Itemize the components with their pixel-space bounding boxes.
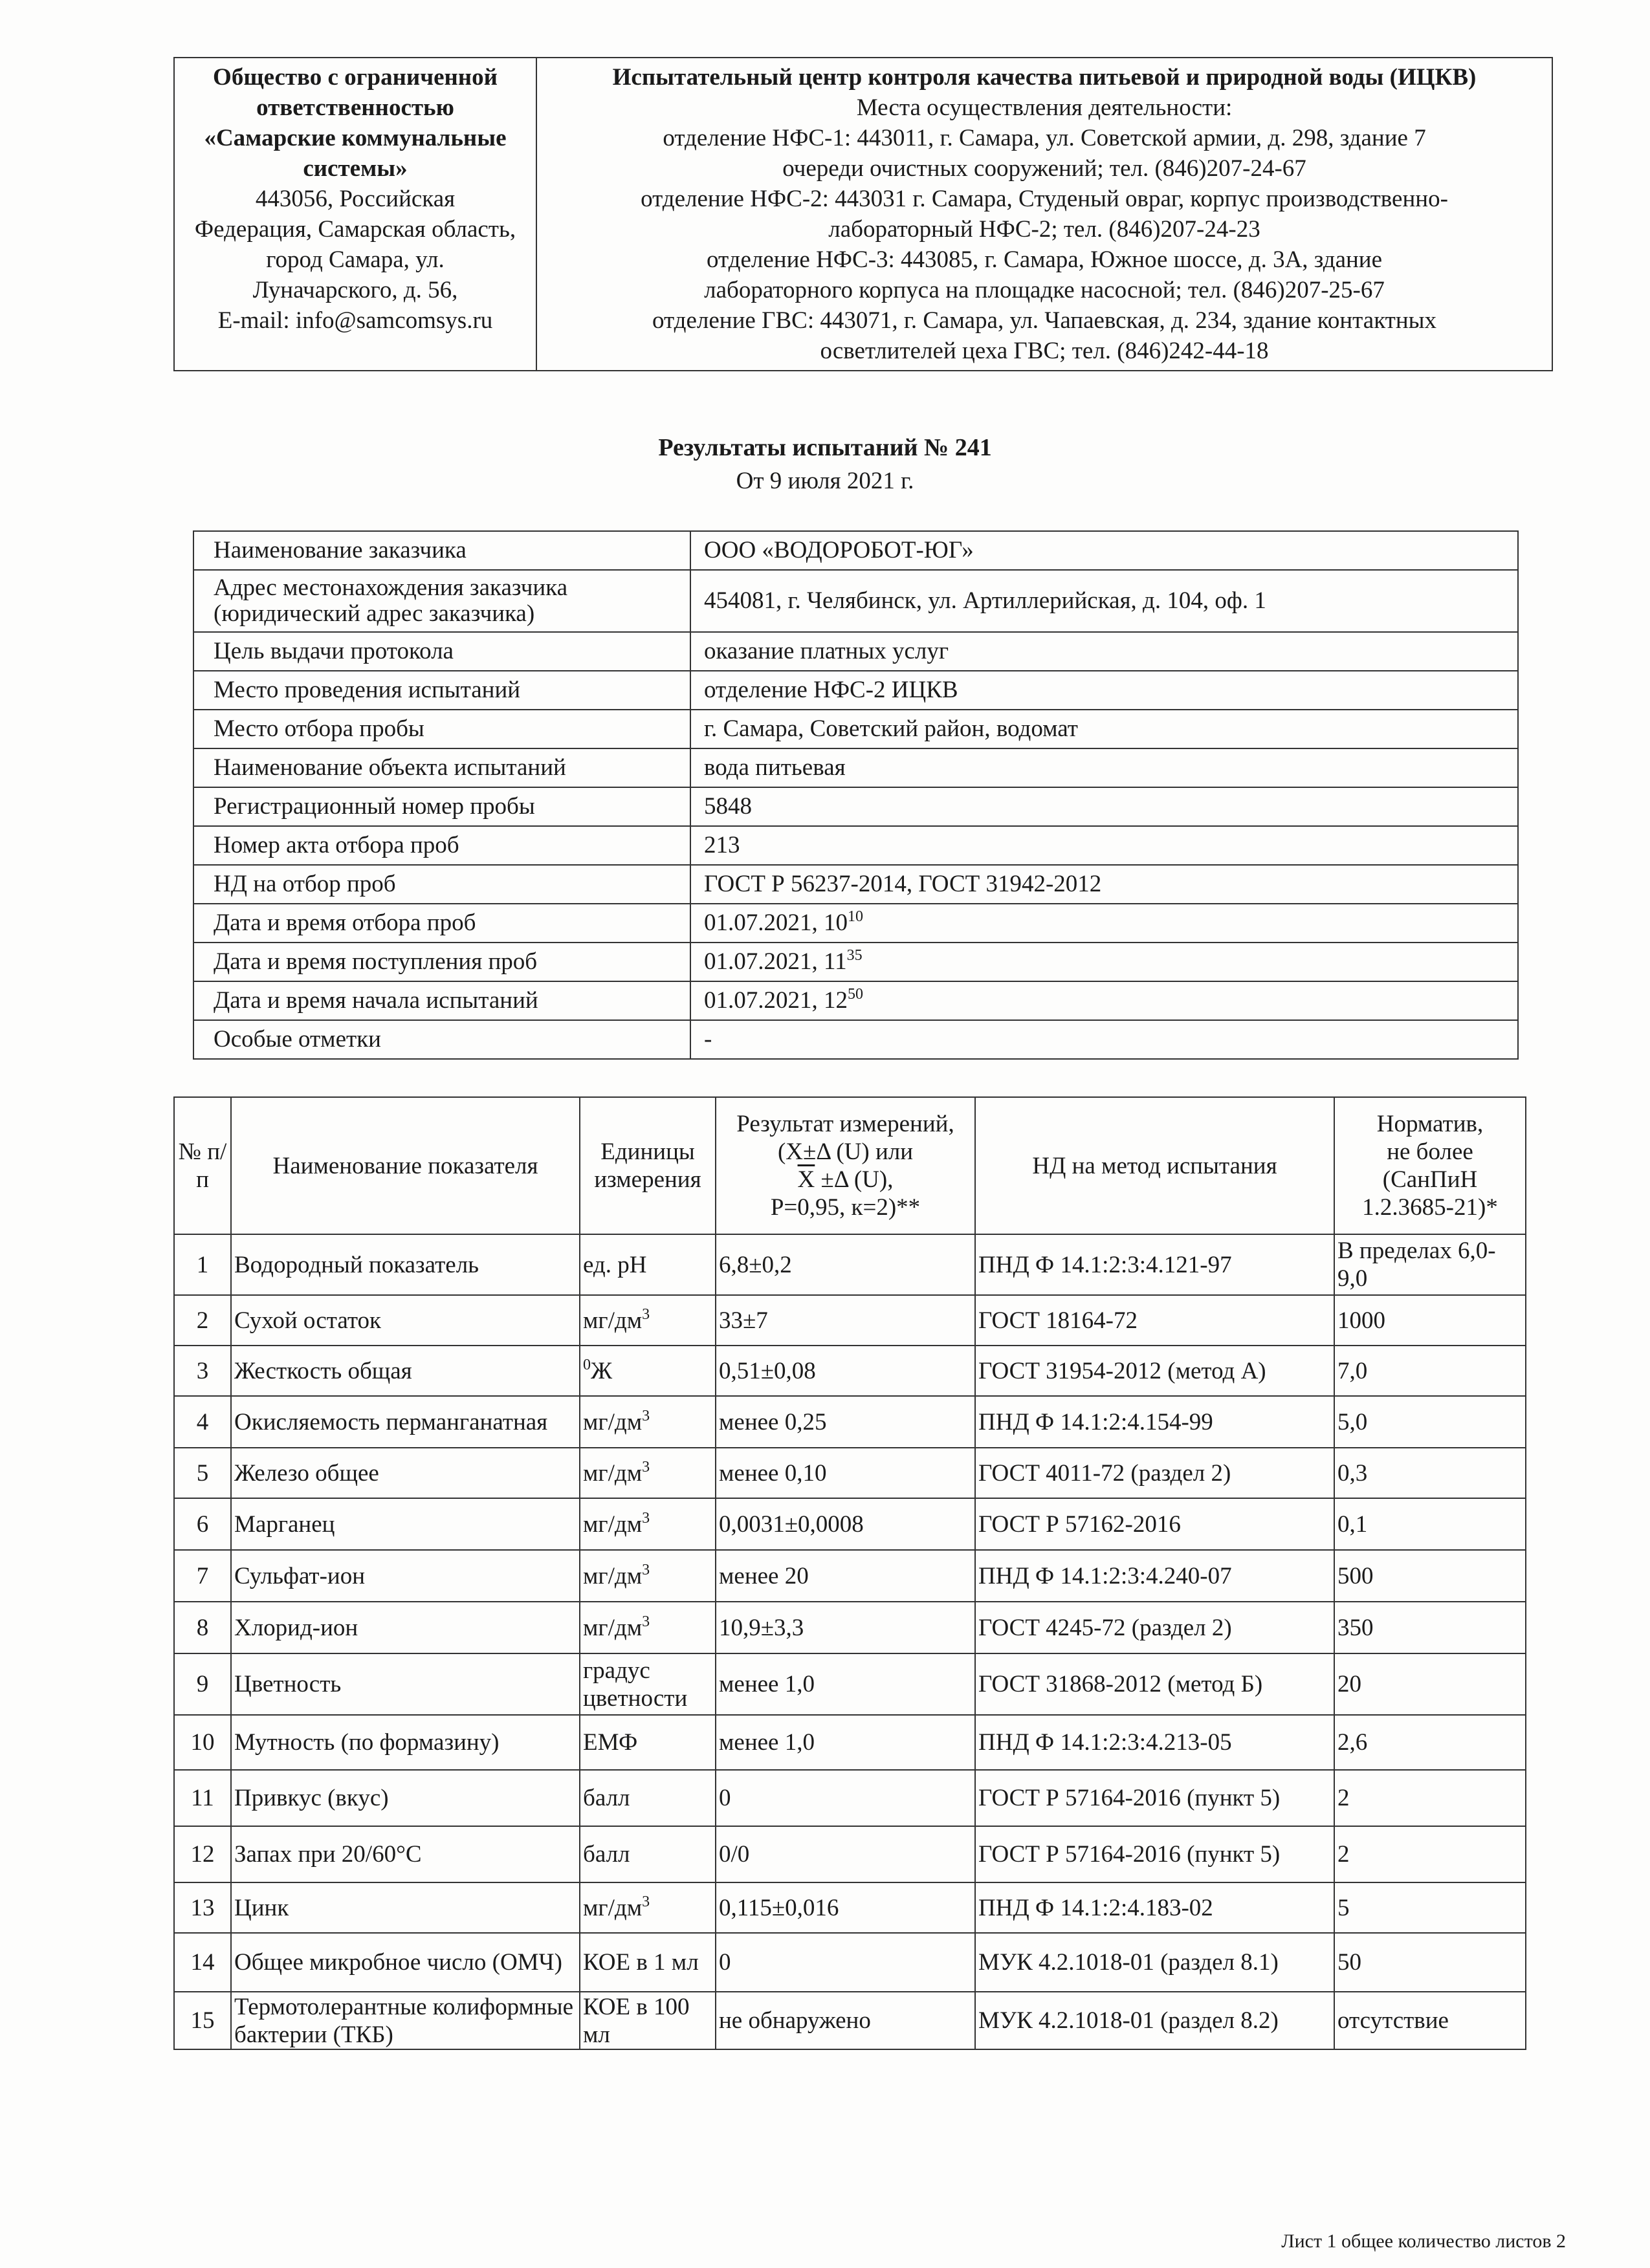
info-value [690, 981, 1518, 1020]
result-value: менее 20 [716, 1550, 975, 1602]
unit-text: мг/дм [583, 1562, 643, 1589]
org-address-line: Луначарского, д. 56, [252, 277, 458, 303]
info-value-text: оказание платных услуг [704, 638, 949, 664]
info-value [690, 865, 1518, 904]
table-row [174, 1715, 1526, 1770]
unit-cell [580, 1448, 716, 1498]
testing-center-title: Испытательный центр контроля качества питьевой и природной воды (ИЦКВ) [612, 64, 1477, 91]
info-row [193, 865, 1518, 904]
info-value-text: 01.07.2021, 11 [704, 948, 847, 975]
info-row [193, 710, 1518, 748]
norm-value: 2 [1334, 1770, 1526, 1826]
row-number: 9 [174, 1653, 231, 1715]
info-row [193, 1020, 1518, 1059]
unit-exponent: 3 [642, 1305, 650, 1323]
unit-text: мг/дм [583, 1307, 643, 1334]
info-row [193, 748, 1518, 787]
norm-value: 1000 [1334, 1295, 1526, 1346]
test-method: ПНД Ф 14.1:2:4.183-02 [975, 1882, 1334, 1933]
test-method: ГОСТ Р 57164-2016 (пункт 5) [975, 1770, 1334, 1826]
org-address-line: Федерация, Самарская область, [194, 216, 516, 243]
norm-header-line: 1.2.3685-21)* [1362, 1194, 1498, 1221]
result-value: 10,9±3,3 [716, 1602, 975, 1653]
info-value-text: 213 [704, 832, 740, 858]
unit-cell [580, 1770, 716, 1826]
row-number: 13 [174, 1882, 231, 1933]
org-name-line: ответственностью [256, 94, 454, 121]
row-number: 4 [174, 1396, 231, 1448]
info-value [690, 826, 1518, 865]
test-method: ГОСТ 31954-2012 (метод А) [975, 1346, 1334, 1396]
info-row [193, 632, 1518, 671]
org-email: E-mail: info@samcomsys.ru [217, 307, 493, 334]
unit-text: мг/дм [583, 1894, 643, 1921]
result-value: менее 1,0 [716, 1653, 975, 1715]
info-value [690, 787, 1518, 826]
info-row [193, 826, 1518, 865]
center-line: отделение ГВС: 443071, г. Самара, ул. Чапаевская, д. 234, здание контактных [652, 307, 1437, 334]
norm-value: 50 [1334, 1933, 1526, 1992]
result-header-line: (X±Δ (U) или [777, 1139, 914, 1165]
info-row [193, 531, 1518, 570]
info-value [690, 748, 1518, 787]
org-name-line: Общество с ограниченной [213, 64, 498, 91]
center-line: лабораторного корпуса на площадке насосной; тел. (846)207-25-67 [704, 277, 1385, 303]
norm-value: 5,0 [1334, 1396, 1526, 1448]
indicator-name: Общее микробное число (ОМЧ) [231, 1933, 580, 1992]
info-value [690, 1020, 1518, 1059]
unit-text: градус цветности [583, 1657, 688, 1712]
info-value-text: отделение НФС-2 ИЦКВ [704, 677, 958, 703]
info-label: Наименование объекта испытаний [193, 748, 690, 787]
report-date: От 9 июля 2021 г. [736, 468, 914, 494]
result-header-xbar: $\overline{X}$ [797, 1166, 815, 1193]
row-number: 5 [174, 1448, 231, 1498]
unit-text: Ж [591, 1357, 613, 1384]
table-row [174, 1933, 1526, 1992]
column-header-method: НД на метод испытания [975, 1097, 1334, 1234]
table-row [174, 1770, 1526, 1826]
unit-exponent: 3 [642, 1561, 650, 1578]
column-header-number: № п/п [174, 1097, 231, 1234]
unit-cell [580, 1498, 716, 1550]
table-row [174, 1992, 1526, 2049]
info-row [193, 570, 1518, 632]
unit-text: мг/дм [583, 1459, 643, 1487]
row-number: 6 [174, 1498, 231, 1550]
unit-cell [580, 1653, 716, 1715]
results-table [173, 1096, 1526, 2050]
info-label: Дата и время начала испытаний [193, 981, 690, 1020]
test-method: ПНД Ф 14.1:2:4.154-99 [975, 1396, 1334, 1448]
norm-value: 0,3 [1334, 1448, 1526, 1498]
unit-text: ЕМФ [583, 1729, 638, 1756]
result-value: 0,115±0,016 [716, 1882, 975, 1933]
column-header-unit: Единицы измерения [580, 1097, 716, 1234]
indicator-name: Марганец [231, 1498, 580, 1550]
org-name-line: «Самарские коммунальные [204, 125, 507, 151]
result-value: не обнаружено [716, 1992, 975, 2049]
info-value-text: 5848 [704, 793, 752, 820]
unit-exponent: 3 [642, 1407, 650, 1424]
info-label: Цель выдачи протокола [193, 632, 690, 671]
table-row [174, 1448, 1526, 1498]
row-number: 8 [174, 1602, 231, 1653]
unit-text: мг/дм [583, 1614, 643, 1641]
info-label: Место отбора пробы [193, 710, 690, 748]
info-label: Наименование заказчика [193, 531, 690, 570]
sample-info-table [193, 530, 1519, 1060]
norm-value: 500 [1334, 1550, 1526, 1602]
info-value-text: 01.07.2021, 12 [704, 987, 848, 1014]
info-value [690, 943, 1518, 981]
column-header-name: Наименование показателя [231, 1097, 580, 1234]
time-minutes: 35 [846, 947, 863, 964]
info-value [690, 710, 1518, 748]
result-header-line: ±Δ (U), [815, 1166, 894, 1193]
unit-exponent: 3 [642, 1458, 650, 1476]
center-line: очереди очистных сооружений; тел. (846)207-24-67 [782, 155, 1306, 182]
row-number: 1 [174, 1234, 231, 1295]
column-header-result [716, 1097, 975, 1234]
letterhead-table [173, 57, 1553, 371]
result-header-line: Результат измерений, [736, 1111, 954, 1137]
test-method: ГОСТ 4011-72 (раздел 2) [975, 1448, 1334, 1498]
result-value: 0,51±0,08 [716, 1346, 975, 1396]
table-row [174, 1826, 1526, 1882]
row-number: 11 [174, 1770, 231, 1826]
unit-cell [580, 1602, 716, 1653]
center-line: Места осуществления деятельности: [856, 94, 1233, 121]
unit-cell [580, 1234, 716, 1295]
info-value-text: 01.07.2021, 10 [704, 910, 848, 936]
info-value-text: ГОСТ Р 56237-2014, ГОСТ 31942-2012 [704, 871, 1102, 897]
table-row [174, 1234, 1526, 1295]
indicator-name: Привкус (вкус) [231, 1770, 580, 1826]
indicator-name: Хлорид-ион [231, 1602, 580, 1653]
column-header-norm [1334, 1097, 1526, 1234]
result-value: менее 1,0 [716, 1715, 975, 1770]
indicator-name: Окисляемость перманганатная [231, 1396, 580, 1448]
info-label: НД на отбор проб [193, 865, 690, 904]
norm-value: 2 [1334, 1826, 1526, 1882]
result-value: менее 0,25 [716, 1396, 975, 1448]
row-number: 15 [174, 1992, 231, 2049]
test-method: ГОСТ Р 57164-2016 (пункт 5) [975, 1826, 1334, 1882]
test-method: МУК 4.2.1018-01 (раздел 8.2) [975, 1992, 1334, 2049]
result-value: менее 0,10 [716, 1448, 975, 1498]
unit-text: мг/дм [583, 1510, 643, 1538]
center-line: отделение НФС-2: 443031 г. Самара, Студеный овраг, корпус производственно- [641, 186, 1448, 212]
org-name-line: системы» [303, 155, 408, 182]
time-minutes: 50 [848, 986, 863, 1003]
info-value [690, 531, 1518, 570]
info-value-text: - [704, 1026, 712, 1052]
norm-value: В пределах 6,0-9,0 [1334, 1234, 1526, 1295]
info-value [690, 570, 1518, 632]
info-value-text: г. Самара, Советский район, водомат [704, 715, 1078, 742]
table-row [174, 1498, 1526, 1550]
info-label: Место проведения испытаний [193, 671, 690, 710]
unit-exponent: 3 [642, 1613, 650, 1630]
indicator-name: Водородный показатель [231, 1234, 580, 1295]
table-row [174, 1396, 1526, 1448]
norm-value: 7,0 [1334, 1346, 1526, 1396]
info-label: Дата и время отбора проб [193, 904, 690, 943]
test-method: ГОСТ 4245-72 (раздел 2) [975, 1602, 1334, 1653]
test-method: ПНД Ф 14.1:2:3:4.240-07 [975, 1550, 1334, 1602]
info-label: Особые отметки [193, 1020, 690, 1059]
unit-text: балл [583, 1785, 630, 1811]
norm-value: 0,1 [1334, 1498, 1526, 1550]
info-label: Адрес местонахождения заказчика (юридический адрес заказчика) [193, 570, 690, 632]
row-number: 12 [174, 1826, 231, 1882]
testing-center-cell [536, 58, 1552, 371]
norm-header-line: (СанПиН [1382, 1166, 1478, 1193]
report-title: Результаты испытаний № 241 [658, 434, 992, 461]
info-value [690, 671, 1518, 710]
time-minutes: 10 [848, 908, 863, 925]
unit-cell [580, 1992, 716, 2049]
result-value: 0 [716, 1933, 975, 1992]
page-footer: Лист 1 общее количество листов 2 [1281, 2230, 1566, 2252]
unit-exponent: 3 [642, 1509, 650, 1527]
table-row [174, 1550, 1526, 1602]
row-number: 7 [174, 1550, 231, 1602]
center-line: отделение НФС-1: 443011, г. Самара, ул. Советской армии, д. 298, здание 7 [663, 125, 1426, 151]
unit-cell [580, 1295, 716, 1346]
test-method: ПНД Ф 14.1:2:3:4.213-05 [975, 1715, 1334, 1770]
test-method: ГОСТ 18164-72 [975, 1295, 1334, 1346]
unit-exponent: 3 [642, 1893, 650, 1910]
table-row [174, 1882, 1526, 1933]
result-value: 6,8±0,2 [716, 1234, 975, 1295]
result-header-line: P=0,95, к=2)** [770, 1194, 921, 1221]
test-method: ГОСТ 31868-2012 (метод Б) [975, 1653, 1334, 1715]
test-method: ГОСТ Р 57162-2016 [975, 1498, 1334, 1550]
norm-value: 5 [1334, 1882, 1526, 1933]
norm-header-line: Норматив, [1376, 1111, 1484, 1137]
unit-cell [580, 1826, 716, 1882]
unit-cell [580, 1550, 716, 1602]
unit-cell [580, 1715, 716, 1770]
row-number: 14 [174, 1933, 231, 1992]
indicator-name: Запах при 20/60°С [231, 1826, 580, 1882]
result-value: 0/0 [716, 1826, 975, 1882]
table-row [174, 1653, 1526, 1715]
indicator-name: Сульфат-ион [231, 1550, 580, 1602]
unit-text: КОЕ в 100 мл [583, 1993, 690, 2048]
test-method: ПНД Ф 14.1:2:3:4.121-97 [975, 1234, 1334, 1295]
info-label: Регистрационный номер пробы [193, 787, 690, 826]
unit-text: мг/дм [583, 1408, 643, 1435]
norm-value: 2,6 [1334, 1715, 1526, 1770]
info-row [193, 904, 1518, 943]
indicator-name: Мутность (по формазину) [231, 1715, 580, 1770]
norm-value: 350 [1334, 1602, 1526, 1653]
info-row [193, 787, 1518, 826]
table-row [174, 1602, 1526, 1653]
info-row [193, 671, 1518, 710]
center-line: осветлителей цеха ГВС; тел. (846)242-44-18 [820, 338, 1269, 364]
indicator-name: Термотолерантные колиформные бактерии (ТКБ) [231, 1992, 580, 2049]
table-row [174, 1295, 1526, 1346]
unit-cell [580, 1882, 716, 1933]
row-number: 10 [174, 1715, 231, 1770]
result-value: 0,0031±0,0008 [716, 1498, 975, 1550]
org-address-line: 443056, Российская [255, 186, 456, 212]
org-address-line: город Самара, ул. [266, 246, 445, 273]
unit-cell [580, 1396, 716, 1448]
info-row [193, 981, 1518, 1020]
info-value-text: 454081, г. Челябинск, ул. Артиллерийская, д. 104, оф. 1 [704, 587, 1266, 614]
info-row [193, 943, 1518, 981]
degree-mark: 0 [583, 1356, 591, 1373]
norm-value: отсутствие [1334, 1992, 1526, 2049]
result-value: 33±7 [716, 1295, 975, 1346]
norm-header-line: не более [1387, 1139, 1473, 1165]
unit-cell [580, 1933, 716, 1992]
result-value: 0 [716, 1770, 975, 1826]
organization-cell [174, 58, 536, 371]
row-number: 2 [174, 1295, 231, 1346]
indicator-name: Цветность [231, 1653, 580, 1715]
info-value [690, 904, 1518, 943]
unit-cell [580, 1346, 716, 1396]
center-line: лабораторный НФС-2; тел. (846)207-24-23 [828, 216, 1260, 243]
indicator-name: Жесткость общая [231, 1346, 580, 1396]
info-label: Номер акта отбора проб [193, 826, 690, 865]
unit-text: ед. pH [583, 1251, 647, 1278]
table-row [174, 1346, 1526, 1396]
unit-text: КОЕ в 1 мл [583, 1949, 699, 1976]
info-value-text: вода питьевая [704, 754, 846, 781]
center-line: отделение НФС-3: 443085, г. Самара, Южное шоссе, д. 3А, здание [706, 246, 1383, 273]
indicator-name: Сухой остаток [231, 1295, 580, 1346]
norm-value: 20 [1334, 1653, 1526, 1715]
info-label: Дата и время поступления проб [193, 943, 690, 981]
row-number: 3 [174, 1346, 231, 1396]
info-value [690, 632, 1518, 671]
test-method: МУК 4.2.1018-01 (раздел 8.1) [975, 1933, 1334, 1992]
indicator-name: Цинк [231, 1882, 580, 1933]
unit-text: балл [583, 1841, 630, 1868]
indicator-name: Железо общее [231, 1448, 580, 1498]
info-value-text: ООО «ВОДОРОБОТ-ЮГ» [704, 537, 974, 563]
